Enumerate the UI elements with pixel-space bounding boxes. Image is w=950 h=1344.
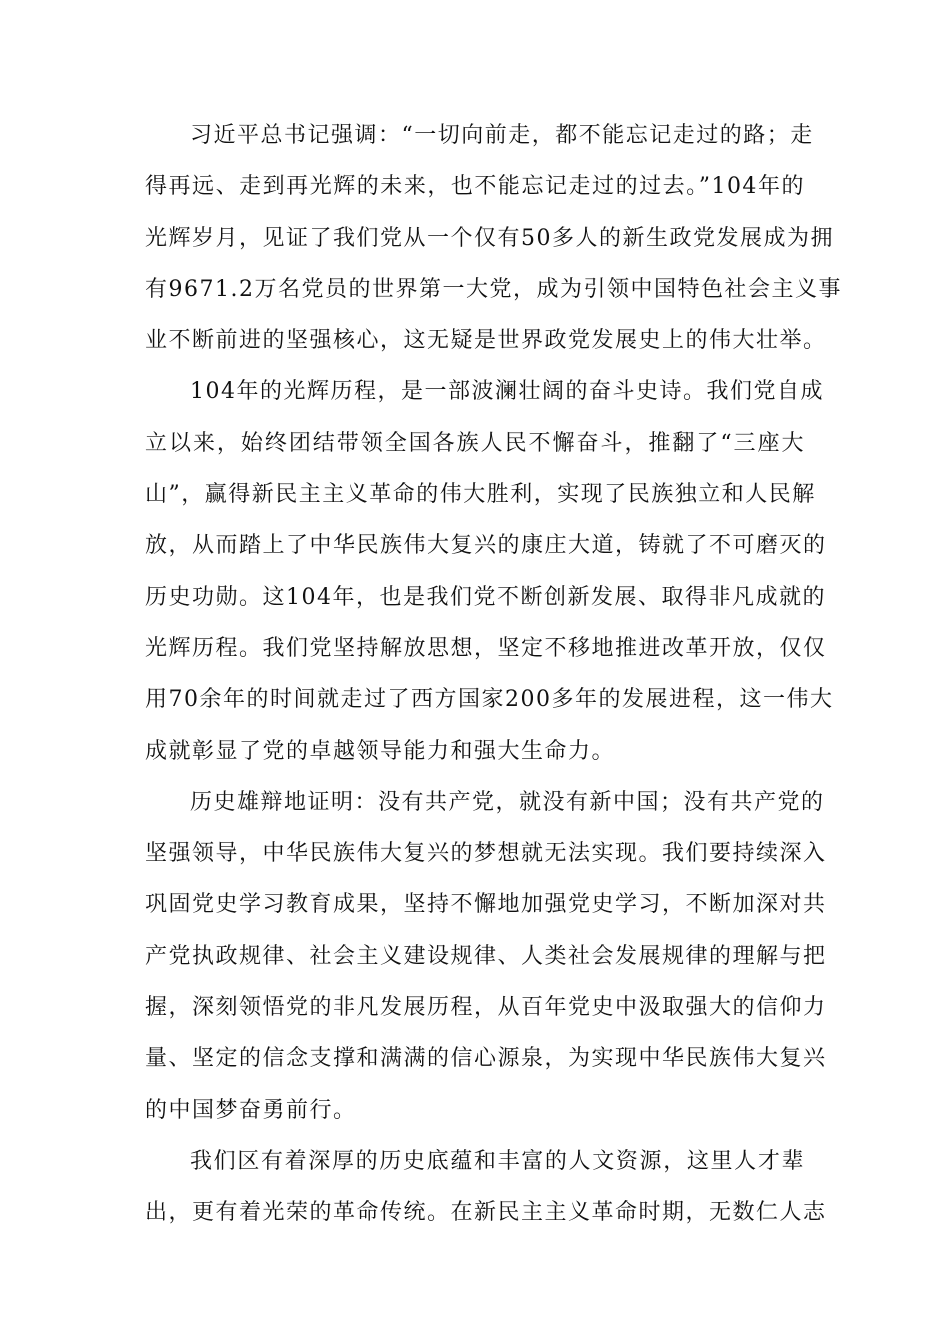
text-line: 出，更有着光荣的革命传统。在新民主主义革命时期，无数仁人志 <box>145 1200 827 1226</box>
text-line: 得再远、走到再光辉的未来，也不能忘记走过的过去。”104年的 <box>145 174 805 200</box>
text-line: 的中国梦奋勇前行。 <box>145 1097 357 1123</box>
paragraph-3 <box>145 777 827 1136</box>
paragraph-2 <box>145 366 834 776</box>
text-line: 习近平总书记强调：“一切向前走，都不能忘记走过的路；走 <box>190 123 814 148</box>
document-page <box>145 110 842 1239</box>
text-line: 历史功勋。这104年，也是我们党不断创新发展、取得非凡成就的 <box>145 584 826 610</box>
text-line: 用70余年的时间就走过了西方国家200多年的发展进程，这一伟大 <box>145 687 834 713</box>
text-line: 业不断前进的坚强核心，这无疑是世界政党发展史上的伟大壮举。 <box>145 328 827 354</box>
text-line: 历史雄辩地证明：没有共产党，就没有新中国；没有共产党的 <box>190 789 825 815</box>
text-line: 立以来，始终团结带领全国各族人民不懈奋斗，推翻了“三座大 <box>145 430 805 456</box>
text-line: 量、坚定的信念支撑和满满的信心源泉，为实现中华民族伟大复兴 <box>145 1046 827 1072</box>
text-line: 有9671.2万名党员的世界第一大党，成为引领中国特色社会主义事 <box>145 276 842 302</box>
text-line: 104年的光辉历程，是一部波澜壮阔的奋斗史诗。我们党自成 <box>190 379 824 405</box>
text-line: 光辉岁月，见证了我们党从一个仅有50多人的新生政党发展成为拥 <box>145 225 834 251</box>
text-line: 光辉历程。我们党坚持解放思想，坚定不移地推进改革开放，仅仅 <box>145 635 827 661</box>
paragraph-1 <box>145 110 842 366</box>
text-line: 坚强领导，中华民族伟大复兴的梦想就无法实现。我们要持续深入 <box>145 841 827 867</box>
text-line: 巩固党史学习教育成果，坚持不懈地加强党史学习，不断加深对共 <box>145 892 827 918</box>
paragraph-4 <box>145 1136 827 1239</box>
text-line: 产党执政规律、社会主义建设规律、人类社会发展规律的理解与把 <box>145 943 827 969</box>
text-line: 成就彰显了党的卓越领导能力和强大生命力。 <box>145 738 616 764</box>
text-line: 放，从而踏上了中华民族伟大复兴的康庄大道，铸就了不可磨灭的 <box>145 533 827 559</box>
text-line: 我们区有着深厚的历史底蕴和丰富的人文资源，这里人才辈 <box>190 1148 805 1174</box>
text-line: 握，深刻领悟党的非凡发展历程，从百年党史中汲取强大的信仰力 <box>145 995 827 1021</box>
text-line: 山”，赢得新民主主义革命的伟大胜利，实现了民族独立和人民解 <box>145 482 816 508</box>
